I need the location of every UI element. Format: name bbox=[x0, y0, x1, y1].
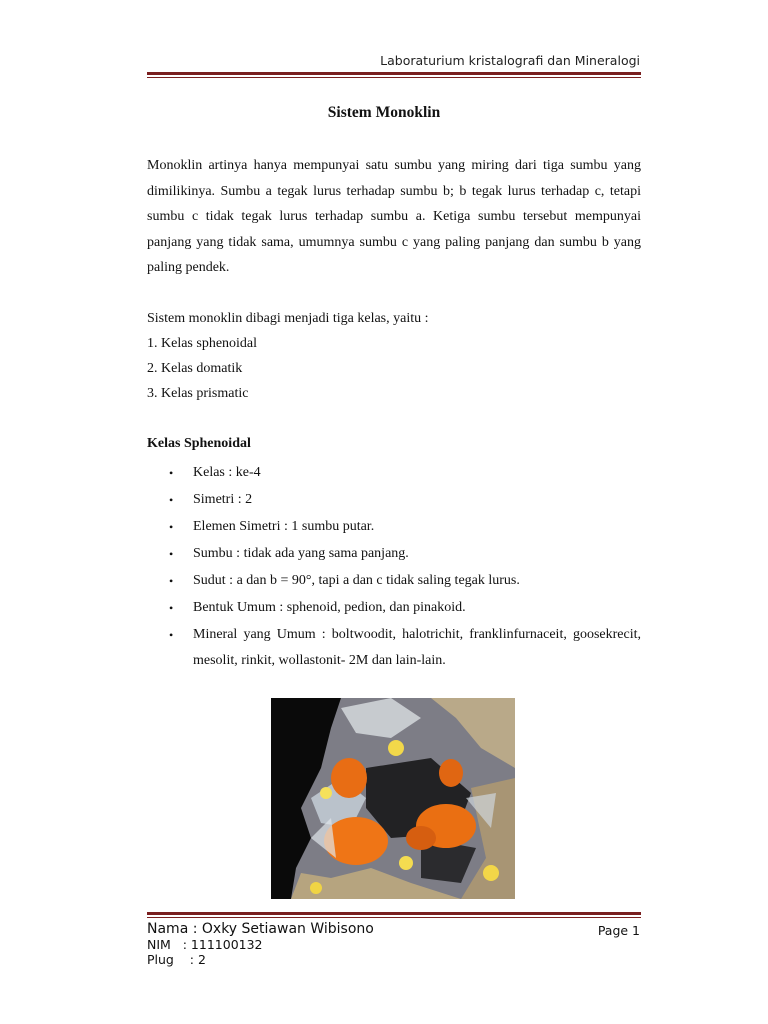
bullet-icon: • bbox=[169, 466, 174, 480]
header-lab-title: Laboraturium kristalografi dan Mineralogi bbox=[380, 53, 640, 68]
page-number: Page 1 bbox=[597, 923, 640, 938]
bullet-icon: • bbox=[169, 574, 174, 588]
mineral-photo bbox=[271, 698, 515, 899]
list-item bbox=[147, 460, 641, 486]
classes-intro: Sistem monoklin dibagi menjadi tiga kelas, yaitu : bbox=[147, 311, 429, 326]
list-item bbox=[147, 568, 641, 594]
bullet-icon: • bbox=[169, 628, 174, 642]
bullet-list bbox=[147, 460, 641, 675]
class-item: 2. Kelas domatik bbox=[147, 361, 243, 376]
list-item bbox=[147, 595, 641, 621]
bullet-text: Elemen Simetri : 1 sumbu putar. bbox=[193, 519, 375, 534]
footer-rule bbox=[147, 912, 641, 918]
bullet-icon: • bbox=[169, 601, 174, 615]
bullet-text: Sumbu : tidak ada yang sama panjang. bbox=[193, 546, 409, 561]
page-title: Sistem Monoklin bbox=[327, 104, 441, 121]
bullet-icon: • bbox=[169, 493, 174, 507]
bullet-icon: • bbox=[169, 520, 174, 534]
footer-name: Nama : Oxky Setiawan Wibisono bbox=[147, 921, 374, 937]
bullet-text: Bentuk Umum : sphenoid, pedion, dan pinakoid. bbox=[193, 600, 466, 615]
class-item: 1. Kelas sphenoidal bbox=[147, 336, 258, 351]
intro-paragraph: Monoklin artinya hanya mempunyai satu sumbu yang miring dari tiga sumbu yang dimilikinya. Sumbu a tegak lurus terhadap sumbu b; b tegak lurus terhadap c, tetapi sumbu c tidak tegak lurus terhadap sumbu a. Ketiga sumbu tersebut mempunyai panjang yang tidak sama, umumnya sumbu c yang paling panjang dan sumbu b yang paling pendek. bbox=[147, 158, 641, 275]
bullet-text: Simetri : 2 bbox=[193, 492, 253, 507]
bullet-text: Sudut : a dan b = 90°, tapi a dan c tidak saling tegak lurus. bbox=[193, 573, 520, 588]
class-item: 3. Kelas prismatic bbox=[147, 386, 249, 401]
bullet-text: Mineral yang Umum : boltwoodit, halotrichit, franklinfurnaceit, goosekrecit, mesolit, rinkit, wollastonit- 2M dan lain-lain. bbox=[193, 627, 641, 668]
section-heading: Kelas Sphenoidal bbox=[147, 436, 251, 451]
bullet-icon: • bbox=[169, 547, 174, 561]
bullet-text: Kelas : ke-4 bbox=[193, 465, 261, 480]
footer-plug: Plug : 2 bbox=[147, 952, 206, 967]
header-rule bbox=[147, 72, 641, 78]
list-item bbox=[147, 487, 641, 513]
footer-nim: NIM : 111100132 bbox=[147, 937, 263, 952]
list-item bbox=[147, 541, 641, 567]
list-item bbox=[147, 514, 641, 540]
list-item bbox=[147, 622, 641, 674]
